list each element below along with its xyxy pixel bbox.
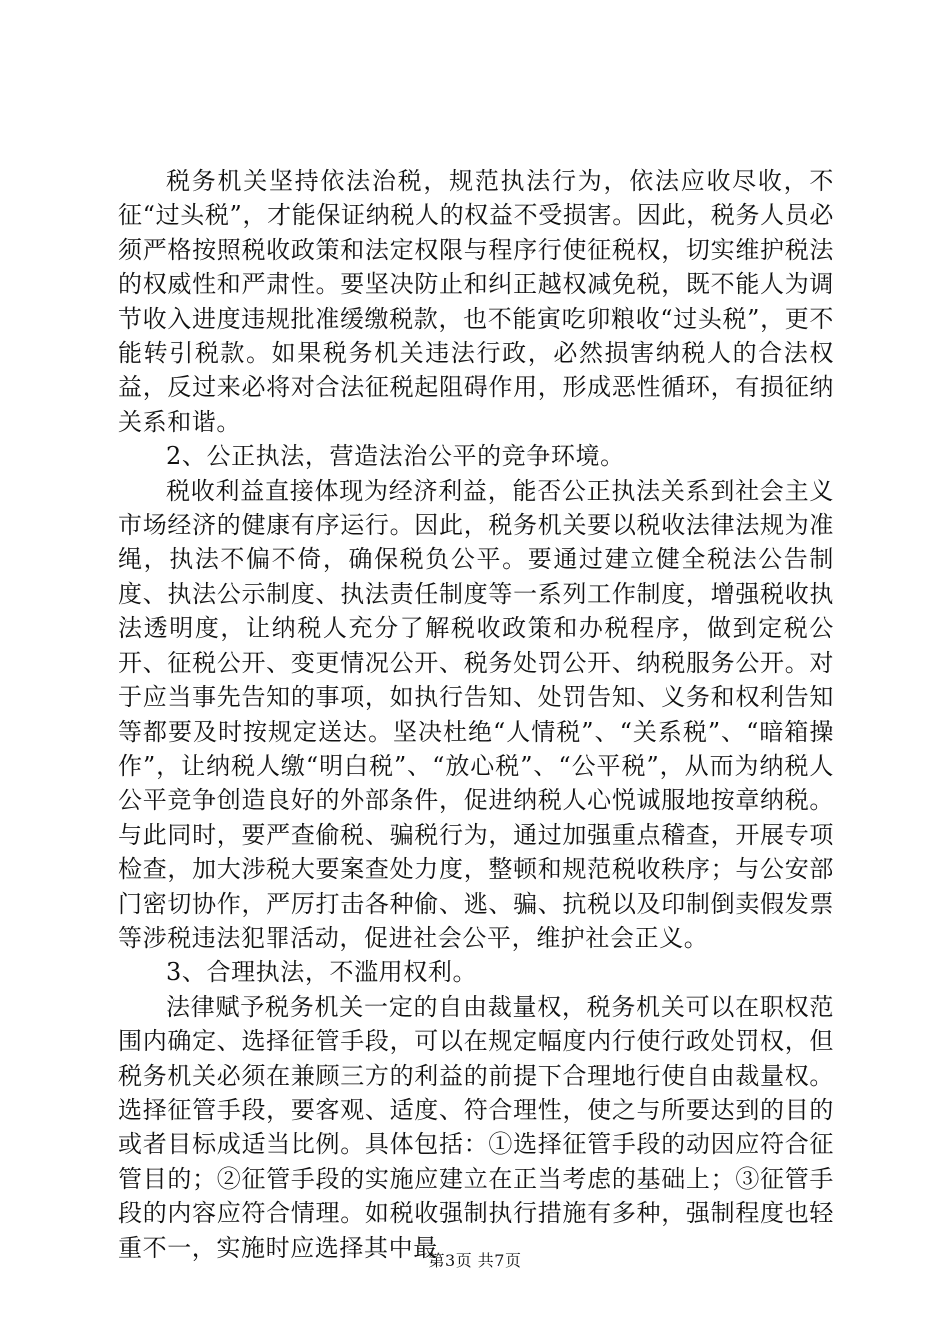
section-heading-fair-enforcement: 2、公正执法，营造法治公平的竞争环境。 <box>166 442 625 471</box>
paragraph-fair-enforcement: 税收利益直接体现为经济利益，能否公正执法关系到社会主义市场经济的健康有序运行。因此，税务机关要以税收法律法规为准绳，执法不偏不倚，确保税负公平。要通过建立健全税法公告制度、执法公示制度、执法责任制度等一系列工作制度，增强税收执法透明度，让纳税人充分了解税收政策和办税程序，做到定税公开、征税公开、变更情况公开、税务处罚公开、纳税服务公开。对于应当事先告知的事项，如执行告知、处罚告知、义务和权利告知等都要及时按规定送达。坚决杜绝“人情税”、“关系税”、“暗箱操作”，让纳税人缴“明白税”、“放心税”、“公平税”，从而为纳税人公平竞争创造良好的外部条件，促进纳税人心悦诚服地按章纳税。与此同时，要严查偷税、骗税行为，通过加强重点稽查，开展专项检查，加大涉税大要案查处力度，整顿和规范税收秩序；与公安部门密切协作，严厉打击各种偷、逃、骗、抗税以及印制倒卖假发票等涉税违法犯罪活动，促进社会公平，维护社会正义。 <box>118 476 834 952</box>
section-heading-reasonable-enforcement: 3、合理执法，不滥用权利。 <box>166 958 478 987</box>
page-footer: 第3页 共7页 <box>428 1251 522 1270</box>
document-body <box>118 164 834 1265</box>
paragraph-tax-by-law: 税务机关坚持依法治税，规范执法行为，依法应收尽收，不征“过头税”，才能保证纳税人的权益不受损害。因此，税务人员必须严格按照税收政策和法定权限与程序行使征税权，切实维护税法的权威性和严肃性。要坚决防止和纠正越权减免税，既不能人为调节收入进度违规批准缓缴税款，也不能寅吃卯粮收“过头税”，更不能转引税款。如果税务机关违法行政，必然损害纳税人的合法权益，反过来必将对合法征税起阻碍作用，形成恶性循环，有损征纳关系和谐。 <box>118 167 834 436</box>
paragraph-discretion: 法律赋予税务机关一定的自由裁量权，税务机关可以在职权范围内确定、选择征管手段，可以在规定幅度内行使行政处罚权，但税务机关必须在兼顾三方的利益的前提下合理地行使自由裁量权。选择征管手段，要客观、适度、符合理性，使之与所要达到的目的或者目标成适当比例。具体包括：①选择征管手段的动因应符合征管目的；②征管手段的实施应建立在正当考虑的基础上；③征管手段的内容应符合情理。如税收强制执行措施有多种，强制程度也轻重不一，实施时应选择其中最 <box>118 992 834 1262</box>
